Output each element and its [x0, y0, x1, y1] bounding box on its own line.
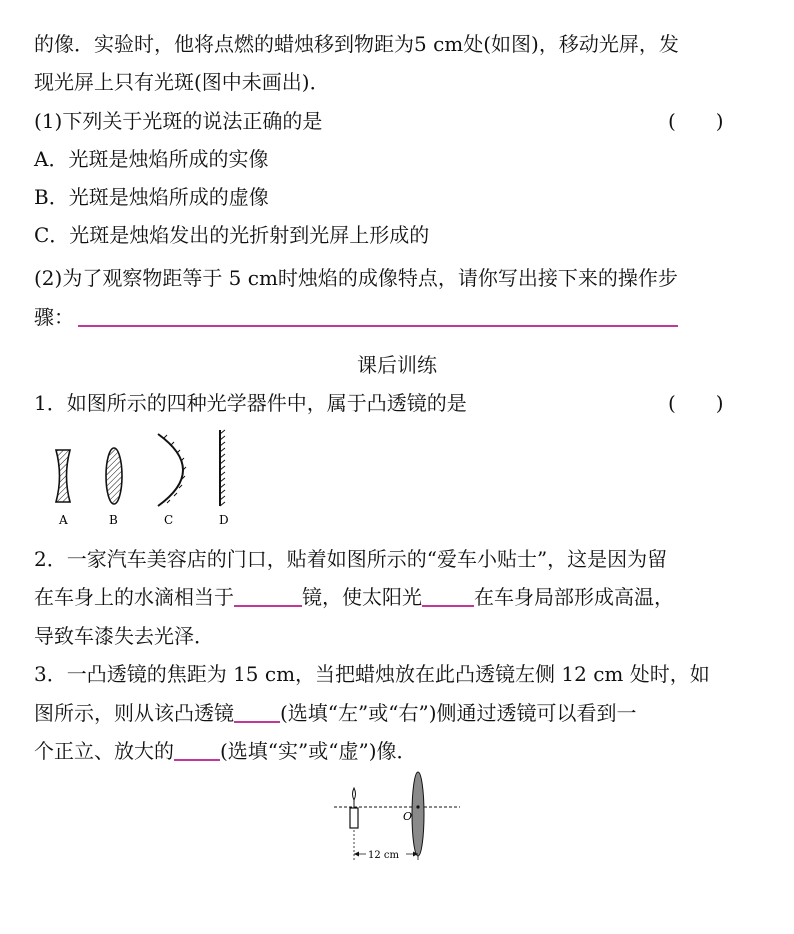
candle-lens-figure [330, 770, 470, 862]
question-2-line-1: (2)为了观察物距等于 5 cm时烛焰的成像特点，请你写出接下来的操作步 [34, 266, 678, 290]
q2-line-3: 导致车漆失去光泽． [34, 624, 214, 648]
q1-answer-paren: ( ) [668, 391, 724, 415]
intro-line-2: 现光屏上只有光斑(图中未画出)． [34, 70, 330, 94]
device-label-a: A [59, 513, 68, 527]
question-2-prefix: 骤： [34, 305, 74, 329]
answer-blank-image-type[interactable] [174, 739, 220, 761]
q3-line-1: 3．一凸透镜的焦距为 15 cm，当把蜡烛放在此凸透镜左侧 12 cm 处时，如 [34, 662, 710, 686]
option-b: B．光斑是烛焰所成的虚像 [34, 185, 269, 209]
convex-lens-b [106, 448, 122, 504]
device-label-c: C [164, 513, 174, 527]
q3-line-2 [34, 699, 637, 727]
q2-line-2-part-c: 在车身局部形成高温， [474, 585, 674, 609]
q3-line-2-part-a: 图所示，则从该凸透镜 [34, 701, 234, 725]
answer-blank-light-effect[interactable] [422, 585, 474, 607]
q3-line-3 [34, 737, 417, 765]
q2-line-2-part-a: 在车身上的水滴相当于 [34, 585, 234, 609]
distance-label: 12 cm [368, 850, 399, 861]
option-a: A．光斑是烛焰所成的实像 [34, 147, 269, 171]
plane-mirror-d [220, 430, 225, 506]
convex-lens-icon [412, 772, 424, 856]
q2-line-2 [34, 583, 674, 611]
q3-line-3-part-b: (选填“实”或“虚”)像． [220, 739, 417, 763]
curved-mirror-c [158, 434, 186, 506]
answer-blank-side[interactable] [234, 701, 280, 723]
answer-blank-lens-type[interactable] [234, 585, 302, 607]
q2-line-1: 2．一家汽车美容店的门口，贴着如图所示的“爱车小贴士”，这是因为留 [34, 547, 668, 571]
question-2-line-2 [34, 303, 678, 331]
answer-blank-steps[interactable] [78, 305, 678, 327]
optical-center-label: O [403, 810, 413, 823]
device-label-d: D [219, 513, 229, 527]
concave-lens-a [56, 450, 70, 502]
q2-line-2-part-b: 镜，使太阳光 [302, 585, 422, 609]
answer-paren-1: ( ) [668, 109, 724, 133]
option-c: C．光斑是烛焰发出的光折射到光屏上形成的 [34, 223, 430, 247]
intro-line-1: 的像．实验时，他将点燃的蜡烛移到物距为5 cm处(如图)，移动光屏，发 [34, 32, 679, 56]
question-1-stem: (1)下列关于光斑的说法正确的是 [34, 109, 323, 133]
device-label-b: B [109, 513, 118, 527]
q3-line-3-part-a: 个正立、放大的 [34, 739, 174, 763]
q1-stem: 1．如图所示的四种光学器件中，属于凸透镜的是 [34, 391, 467, 415]
section-title: 课后训练 [357, 353, 437, 377]
candle-icon [350, 788, 358, 828]
q3-line-2-part-b: (选填“左”或“右”)侧通过透镜可以看到一 [280, 701, 637, 725]
optical-devices-figure [40, 428, 250, 530]
